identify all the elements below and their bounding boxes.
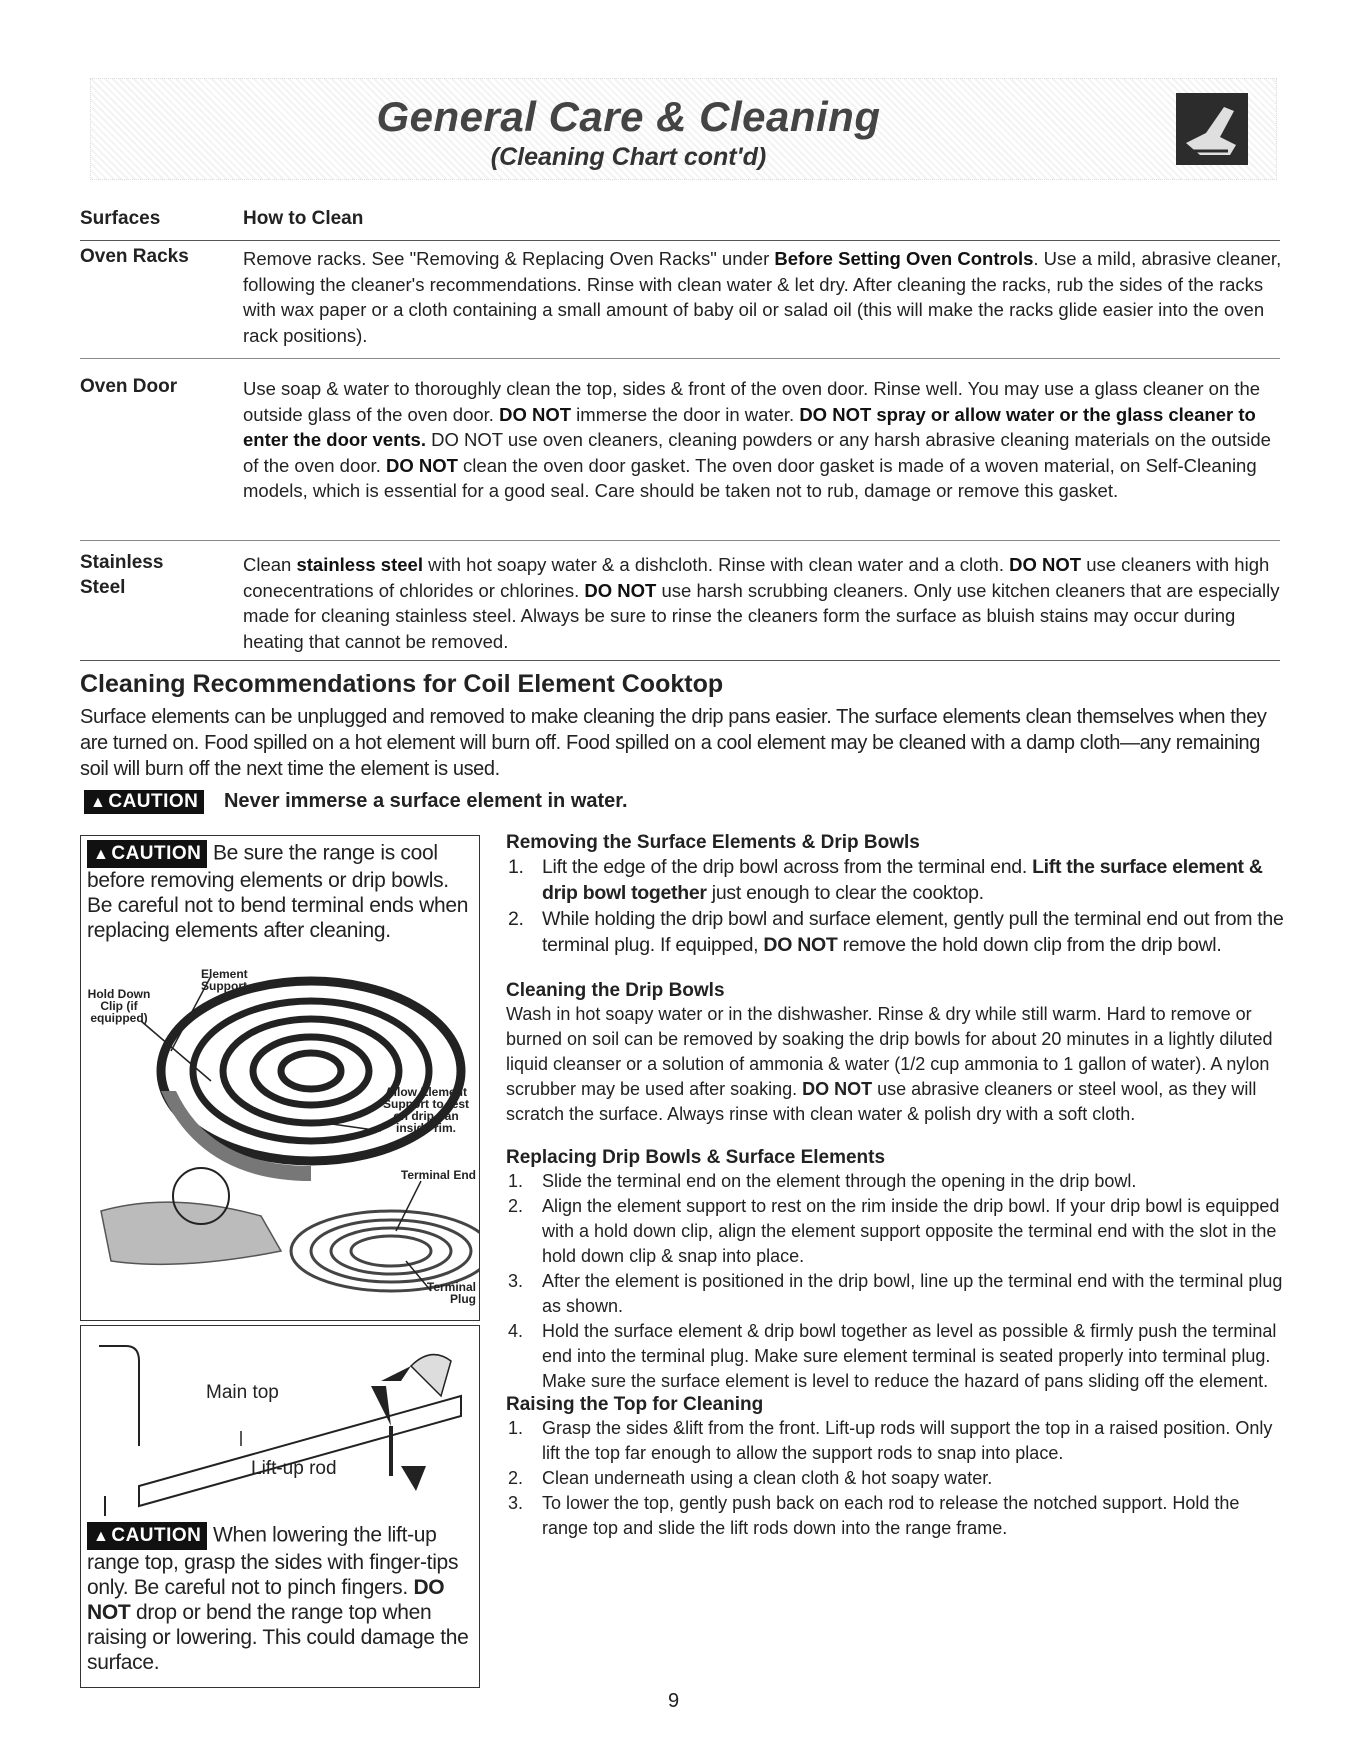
label-terminal-plug: Terminal Plug	[426, 1280, 476, 1306]
cleaning-hand-icon	[1176, 93, 1248, 165]
row-text-oven-racks: Remove racks. See "Removing & Replacing Oven Racks" under Before Setting Oven Controls. Use a mild, abrasive cleaner, following the cleaner's recommendations. Rinse with clean water & let dry. After cleaning the racks, rub the sides of the racks with wax paper or a cloth containing a small amount of baby oil or salad oil (this will make the racks glide easier into the oven rack positions).	[243, 248, 1282, 346]
caution-label: CAUTION	[108, 791, 199, 812]
step-bold: DO NOT	[763, 934, 838, 956]
row-text-oven-door: Use soap & water to thoroughly clean the top, sides & front of the oven door. Rinse well. You may use a glass cleaner on the outside glass of the oven door. DO NOT immerse the door in water. DO NOT spray or allow water or the glass cleaner to enter the door vents. DO NOT use oven cleaners, cleaning powders or any harsh abrasive cleaning materials on the outside of the oven door. DO NOT clean the oven door gasket. The oven door gasket is made of a woven material, on Self-Cleaning models, which is essential for a good seal. Care should be taken not to rub, damage or remove this gasket.	[243, 378, 1271, 501]
label-hold-down-clip: Hold Down Clip (if equipped)	[87, 987, 151, 1025]
step-text: just enough to clear the cooktop.	[706, 882, 984, 904]
page-header	[90, 78, 1277, 180]
caution-body-cont: drop or bend the range top when raising or lowering. This could damage the surface.	[87, 1601, 469, 1674]
step-text: Slide the terminal end on the element through the opening in the drip bowl.	[542, 1171, 1137, 1191]
caution-text	[87, 1522, 477, 1675]
warning-triangle-icon: ▲	[93, 846, 110, 863]
divider	[80, 660, 1280, 661]
cleaning-text: Wash in hot soapy water or in the dishwasher. Rinse & dry while still warm. Hard to remove or burned on soil can be removed by soaking the drip bowls for about 20 minutes in a lightly diluted liquid cleanser or a solution of ammonia & water (1/2 cup ammonia to 1 gallon of water). A nylon scrubber may be used after soaking. DO NOT use abrasive cleaners or steel wool, as they will scratch the surface. Always rinse with clean water & polish dry with a soft cloth.	[506, 1004, 1273, 1124]
list-item	[506, 1491, 1286, 1541]
removing-title: Removing the Surface Elements & Drip Bowls	[506, 832, 920, 853]
label-allow-element: Allow Element Support to rest on drip pan inside rim.	[383, 1085, 469, 1135]
warning-text: Never immerse a surface element in water.	[223, 790, 628, 813]
step-text: After the element is positioned in the drip bowl, line up the terminal end with the terminal plug as shown.	[542, 1271, 1283, 1316]
caution-box-element	[80, 835, 480, 1321]
label-lift-rod: Lift-up rod	[251, 1458, 337, 1479]
list-item	[506, 854, 1286, 906]
caution-label: CAUTION	[111, 843, 202, 864]
caution-badge	[87, 1522, 207, 1550]
label-terminal-end: Terminal End	[400, 1168, 476, 1182]
caution-body: When lowering the lift-up range top, grasp the sides with finger-tips only. Be careful not to pinch fingers.	[87, 1523, 459, 1599]
page-title: General Care & Cleaning	[376, 93, 881, 140]
step-text: Hold the surface element & drip bowl together as level as possible & firmly push the terminal end into the terminal plug. Make sure element terminal is seated properly into terminal plug. Make sure the surface element is level to reduce the hazard of pans sliding off the element.	[542, 1321, 1277, 1391]
step-text: Clean underneath using a clean cloth & hot soapy water.	[542, 1468, 993, 1488]
row-label-oven-racks: Oven Racks	[80, 246, 189, 267]
removing-steps	[506, 854, 1286, 958]
col-how-header: How to Clean	[243, 208, 364, 229]
caution-text	[87, 840, 475, 943]
divider	[80, 540, 1280, 541]
row-label-oven-door: Oven Door	[80, 376, 178, 397]
row-label-line: Stainless	[80, 552, 164, 573]
row-label-stainless	[80, 552, 163, 599]
caution-warning	[84, 790, 628, 814]
caution-bold: DO NOT	[87, 1576, 445, 1624]
step-number: 2.	[508, 908, 524, 930]
step-number: 3.	[508, 1493, 524, 1513]
label-main-top: Main top	[206, 1382, 279, 1403]
caution-label: CAUTION	[111, 1525, 202, 1546]
divider	[80, 358, 1280, 359]
page-subtitle: (Cleaning Chart cont'd)	[490, 143, 767, 171]
page-number: 9	[668, 1690, 680, 1712]
step-number: 1.	[508, 1171, 524, 1191]
section-intro: Surface elements can be unplugged and removed to make cleaning the drip pans easier. The surface elements clean themselves when they are turned on. Food spilled on a hot element will burn off. Food spilled on a cool element may be cleaned with a damp cloth—any remaining soil will burn off the next time the element is used.	[80, 706, 1267, 780]
list-item	[506, 1194, 1286, 1269]
list-item	[506, 1466, 1286, 1491]
caution-box-lift-top	[80, 1325, 480, 1688]
step-number: 1.	[508, 856, 524, 878]
step-text: remove the hold down clip from the drip bowl.	[837, 934, 1222, 956]
divider	[80, 240, 1280, 241]
list-item	[506, 906, 1286, 958]
col-surfaces-header: Surfaces	[80, 208, 161, 229]
list-item	[506, 1416, 1286, 1466]
step-number: 4.	[508, 1321, 524, 1341]
step-number: 2.	[508, 1196, 524, 1216]
step-number: 3.	[508, 1271, 524, 1291]
caution-badge	[87, 840, 207, 868]
raising-steps	[506, 1416, 1286, 1541]
row-label-line: Steel	[80, 577, 126, 598]
step-text: To lower the top, gently push back on each rod to release the notched support. Hold the range top and slide the lift rods down into the range frame.	[542, 1493, 1240, 1538]
step-bold: Lift the surface element & drip bowl together	[542, 856, 1263, 904]
section-title: Cleaning Recommendations for Coil Element Cooktop	[80, 670, 724, 698]
list-item	[506, 1319, 1286, 1394]
replacing-steps	[506, 1169, 1286, 1394]
step-text: Grasp the sides &lift from the front. Lift-up rods will support the top in a raised position. Only lift the top far enough to allow the support rods to snap into place.	[542, 1418, 1273, 1463]
list-item	[506, 1169, 1286, 1194]
warning-triangle-icon: ▲	[93, 1528, 110, 1545]
raising-title: Raising the Top for Cleaning	[506, 1394, 764, 1415]
warning-triangle-icon: ▲	[90, 794, 107, 811]
step-text: Lift the edge of the drip bowl across from the terminal end.	[542, 856, 1033, 878]
right-column	[506, 832, 1286, 1541]
step-text: While holding the drip bowl and surface element, gently pull the terminal end out from the terminal plug. If equipped,	[542, 908, 1284, 956]
cleaning-title: Cleaning the Drip Bowls	[506, 980, 725, 1001]
caution-body: Be sure the range is cool before removing elements or drip bowls. Be careful not to bend terminal ends when replacing elements after cleaning.	[87, 841, 469, 942]
label-element-support: Element Support	[201, 967, 248, 993]
lift-up-top-illustration	[81, 1326, 479, 1516]
list-item	[506, 1269, 1286, 1319]
step-text: Align the element support to rest on the rim inside the drip bowl. If your drip bowl is equipped with a hold down clip, align the element support opposite the terminal end with the slot in the hold down clip & snap into place.	[542, 1196, 1280, 1266]
step-number: 2.	[508, 1468, 524, 1488]
step-number: 1.	[508, 1418, 524, 1438]
replacing-title: Replacing Drip Bowls & Surface Elements	[506, 1147, 886, 1168]
caution-badge	[84, 790, 204, 814]
row-text-stainless: Clean stainless steel with hot soapy water & a dishcloth. Rinse with clean water and a cloth. DO NOT use cleaners with high conecentrations of chlorides or chlorines. DO NOT use harsh scrubbing cleaners. Only use kitchen cleaners that are especially made for cleaning stainless steel. Always be sure to rinse the cleaners form the surface as bluish stains may occur during heating that cannot be removed.	[243, 554, 1280, 652]
